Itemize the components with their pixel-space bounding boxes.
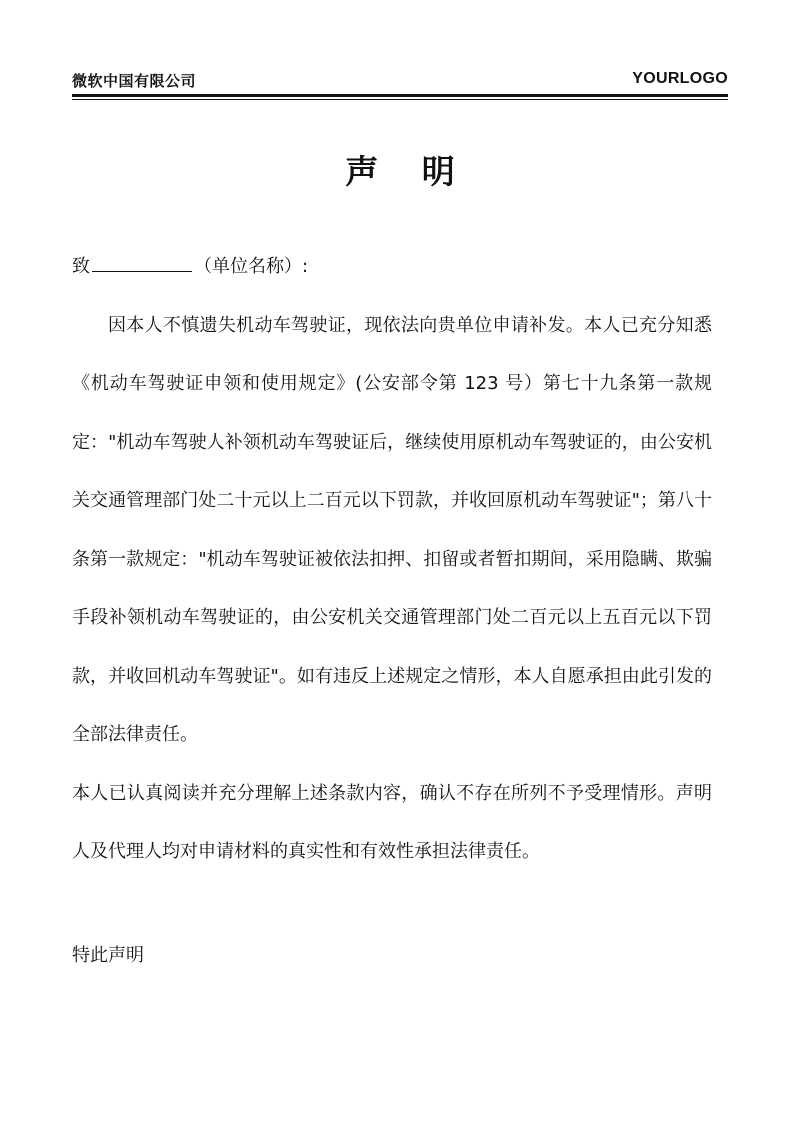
header-rule-thick xyxy=(72,94,728,97)
salutation-suffix: （单位名称）: xyxy=(194,256,309,277)
paragraph-1: 因本人不慎遗失机动车驾驶证，现依法向贵单位申请补发。本人已充分知悉《机动车驾驶证申领和使用规定》(公安部令第 123 号）第七十九条第一款规定："机动车驾驶人补领机动车驾驶证后，继续使用原机动车驾驶证的，由公安机关交通管理部门处二十元以上二百元以下罚款，并收回原机动车驾驶证"；第八十条第一款规定："机动车驾驶证被依法扣押、扣留或者暂扣期间，采用隐瞒、欺骗手段补领机动车驾驶证的，由公安机关交通管理部门处二百元以上五百元以下罚款，并收回机动车驾驶证"。如有违反上述规定之情形，本人自愿承担由此引发的全部法律责任。 xyxy=(72,314,712,745)
header-rule-thin xyxy=(72,99,728,100)
paragraph-2: 本人已认真阅读并充分理解上述条款内容，确认不存在所列不予受理情形。声明人及代理人均对申请材料的真实性和有效性承担法律责任。 xyxy=(72,782,712,862)
salutation-line xyxy=(72,238,712,297)
document-body xyxy=(72,238,712,882)
company-name: 微软中国有限公司 xyxy=(72,72,197,90)
page-header xyxy=(72,68,728,94)
recipient-blank xyxy=(92,251,192,272)
salutation-prefix: 致 xyxy=(72,256,90,277)
logo-text: YOURLOGO xyxy=(632,70,728,87)
document-title: 声 明 xyxy=(345,152,471,191)
closing-statement: 特此声明 xyxy=(72,945,144,966)
